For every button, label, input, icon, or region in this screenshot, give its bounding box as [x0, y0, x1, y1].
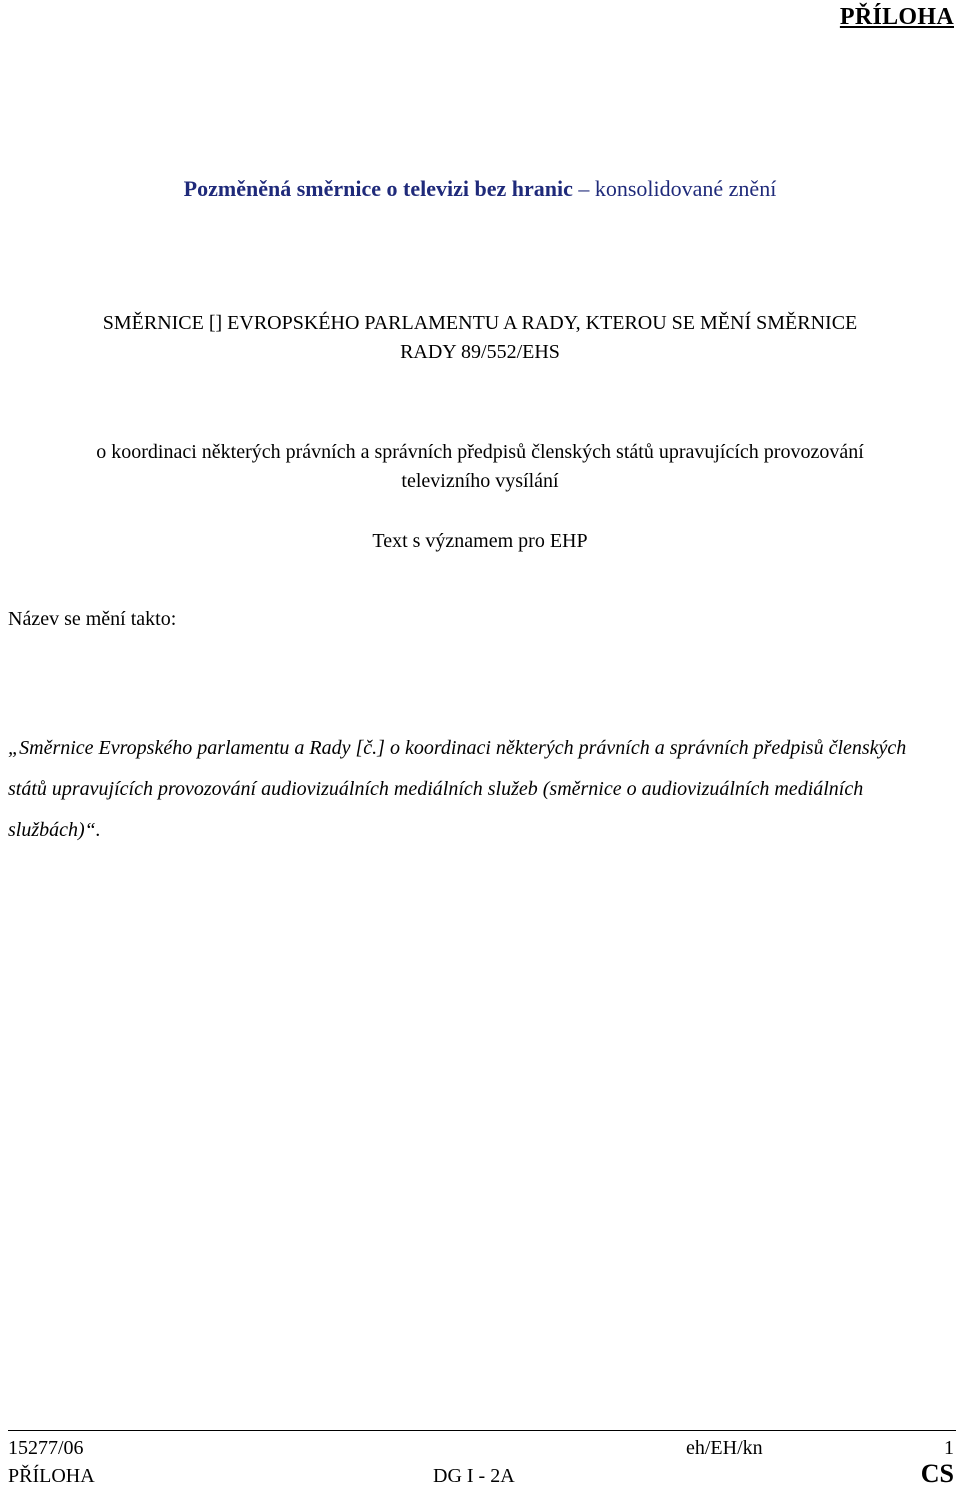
page-number: 1 [944, 1437, 954, 1459]
document-title-dash: – [572, 176, 595, 201]
dg-code: DG I - 2A [433, 1465, 515, 1487]
directive-title-line-1: SMĚRNICE [] EVROPSKÉHO PARLAMENTU A RADY, KTEROU SE MĚNÍ SMĚRNICE [102, 312, 858, 334]
annex-label: PŘÍLOHA [839, 4, 954, 30]
author-code: eh/EH/kn [686, 1437, 763, 1459]
amendment-intro: Název se mění takto: [8, 608, 177, 630]
directive-title-line-2: RADY 89/552/EHS [400, 341, 560, 363]
directive-subject-line-1: o koordinaci některých právních a správních předpisů členských států upravujících provozování [96, 441, 864, 463]
new-title-text: „Směrnice Evropského parlamentu a Rady [č.] o koordinaci některých právních a správních předpisů členských států upravujících provozování audiovizuálních mediálních služeb (směrnice o audiovizuálních mediálních službách)“. [8, 737, 907, 841]
directive-subject-line-2: televizního vysílání [401, 470, 559, 492]
directive-title [0, 309, 960, 367]
language-code: CS [920, 1459, 954, 1488]
document-number: 15277/06 [8, 1437, 84, 1459]
document-title-bold: Pozměněná směrnice o televizi bez hranic [183, 176, 573, 201]
directive-subject [0, 438, 960, 496]
document-title [0, 176, 960, 202]
document-title-rest: konsolidované znění [594, 176, 777, 201]
footer-annex-label: PŘÍLOHA [8, 1465, 95, 1487]
footer-divider [8, 1430, 956, 1431]
eea-relevance: Text s významem pro EHP [372, 530, 588, 552]
